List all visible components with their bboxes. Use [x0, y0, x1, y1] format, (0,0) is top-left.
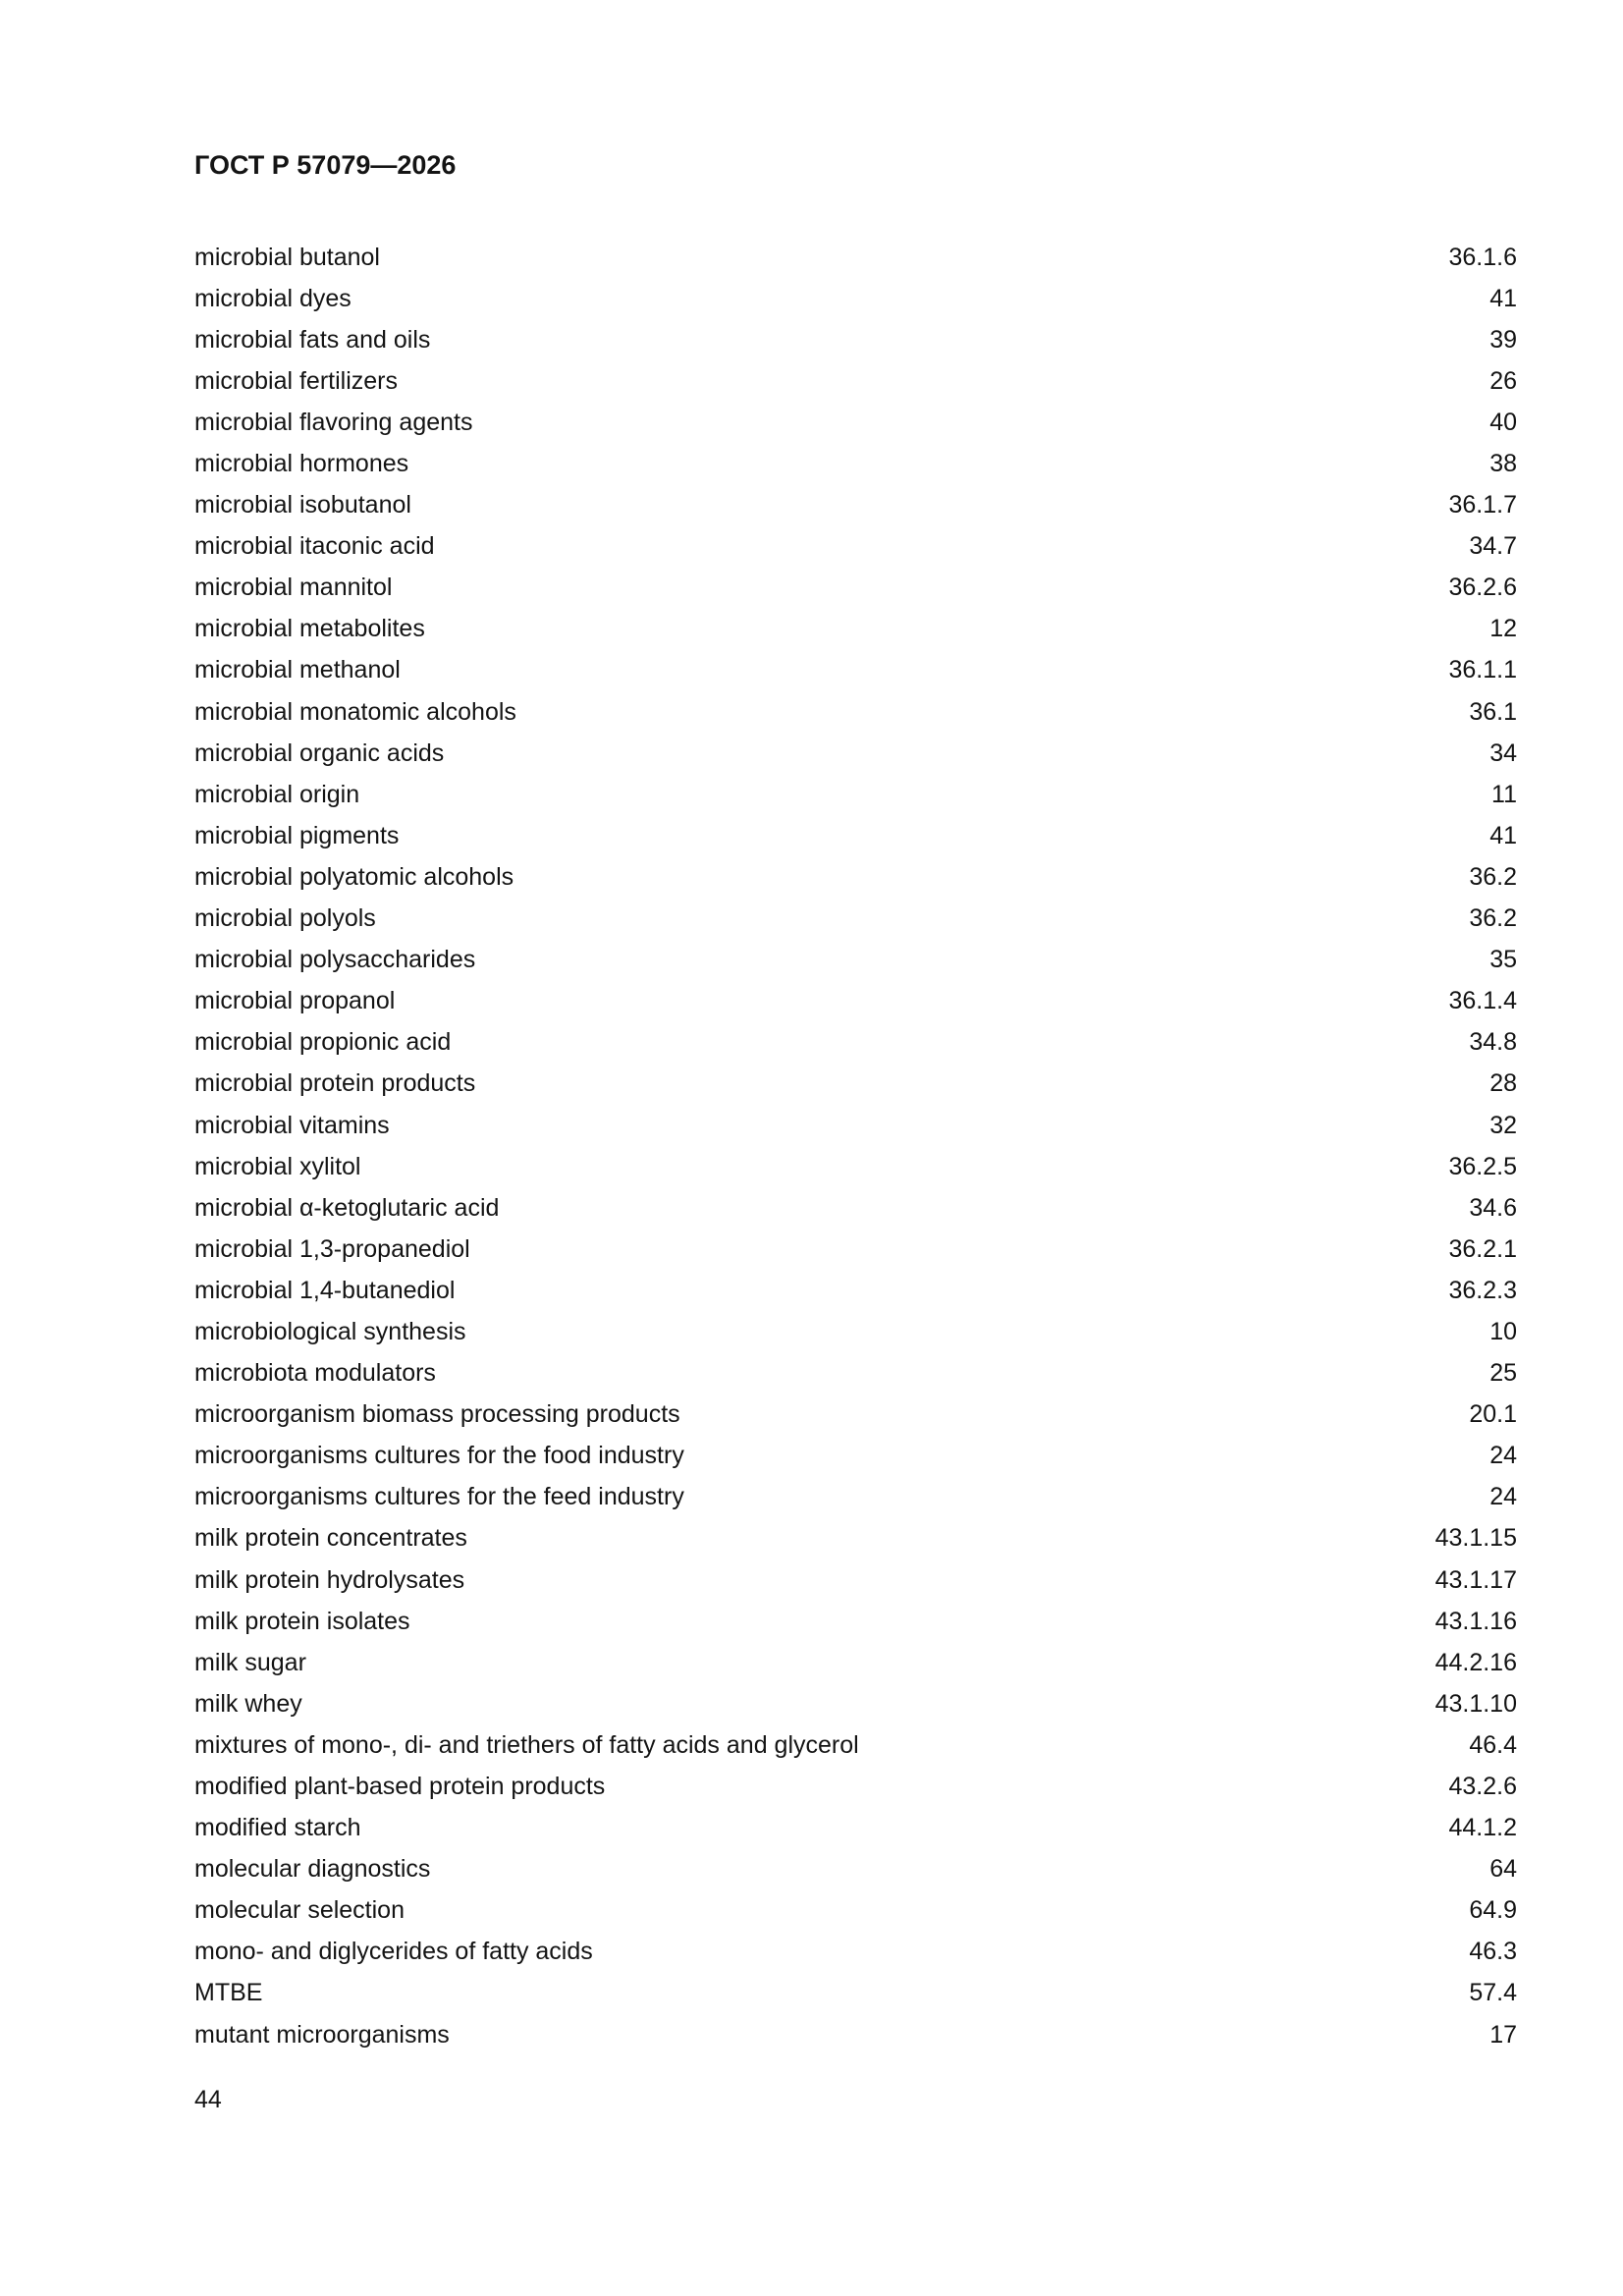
index-entry: [194, 774, 1517, 815]
entry-term: microbial hormones: [194, 450, 409, 478]
entry-term: microbial propanol: [194, 987, 396, 1015]
index-entry: [194, 1022, 1517, 1064]
index-entry: [194, 1105, 1517, 1146]
subject-index-list: [194, 237, 1517, 2055]
index-entry: [194, 733, 1517, 774]
entry-reference-number: 10: [1489, 1317, 1517, 1345]
entry-term: microbial origin: [194, 780, 360, 808]
entry-term: microbial fats and oils: [194, 325, 431, 354]
entry-reference-number: 36.2: [1469, 862, 1517, 891]
entry-reference-number: 36.2: [1469, 904, 1517, 933]
index-entry: [194, 1146, 1517, 1187]
entry-term: microbial vitamins: [194, 1111, 390, 1139]
entry-reference-number: 24: [1489, 1483, 1517, 1511]
entry-reference-number: 44.1.2: [1448, 1814, 1517, 1842]
entry-term: microbial methanol: [194, 656, 401, 684]
entry-term: microbial pigments: [194, 821, 400, 849]
index-entry: [194, 443, 1517, 484]
index-entry: [194, 278, 1517, 319]
entry-term: microorganisms cultures for the food industry: [194, 1442, 684, 1470]
entry-term: milk protein concentrates: [194, 1524, 467, 1553]
entry-reference-number: 36.1.7: [1448, 491, 1517, 519]
index-entry: [194, 1353, 1517, 1394]
index-entry: [194, 1229, 1517, 1270]
index-entry: [194, 691, 1517, 733]
entry-reference-number: 36.2.3: [1448, 1276, 1517, 1304]
entry-term: microbial fertilizers: [194, 366, 398, 395]
entry-reference-number: 36.1.6: [1448, 243, 1517, 271]
entry-reference-number: 36.2.1: [1448, 1234, 1517, 1263]
entry-reference-number: 34.8: [1469, 1028, 1517, 1057]
entry-term: microbiological synthesis: [194, 1317, 466, 1345]
page-number: 44: [194, 2086, 222, 2113]
entry-term: microbial polyatomic alcohols: [194, 862, 514, 891]
index-entry: [194, 1394, 1517, 1436]
index-entry: [194, 485, 1517, 526]
entry-reference-number: 34.7: [1469, 532, 1517, 561]
index-entry: [194, 1683, 1517, 1724]
index-entry: [194, 1436, 1517, 1477]
entry-term: molecular diagnostics: [194, 1855, 431, 1884]
entry-term: microbial organic acids: [194, 738, 445, 767]
entry-reference-number: 34.6: [1469, 1193, 1517, 1222]
entry-reference-number: 36.1: [1469, 697, 1517, 726]
entry-term: microbial mannitol: [194, 574, 393, 602]
entry-term: microbial xylitol: [194, 1152, 361, 1180]
entry-term: microbial flavoring agents: [194, 408, 473, 436]
entry-reference-number: 41: [1489, 284, 1517, 312]
index-entry: [194, 856, 1517, 898]
entry-reference-number: 46.4: [1469, 1730, 1517, 1759]
index-entry: [194, 1932, 1517, 1973]
entry-term: microbial propionic acid: [194, 1028, 452, 1057]
entry-reference-number: 57.4: [1469, 1979, 1517, 2007]
index-entry: [194, 1311, 1517, 1352]
entry-term: modified plant-based protein products: [194, 1773, 606, 1801]
entry-term: microbial α-ketoglutaric acid: [194, 1193, 500, 1222]
index-entry: [194, 1808, 1517, 1849]
entry-reference-number: 64.9: [1469, 1896, 1517, 1925]
entry-reference-number: 43.1.16: [1434, 1607, 1517, 1635]
entry-term: microbial protein products: [194, 1069, 476, 1098]
index-entry: [194, 1766, 1517, 1807]
entry-reference-number: 32: [1489, 1111, 1517, 1139]
index-entry: [194, 899, 1517, 940]
index-entry: [194, 1187, 1517, 1229]
entry-term: microbial butanol: [194, 243, 380, 271]
entry-reference-number: 20.1: [1469, 1400, 1517, 1429]
entry-reference-number: 17: [1489, 2020, 1517, 2049]
index-entry: [194, 1601, 1517, 1642]
entry-term: milk protein isolates: [194, 1607, 410, 1635]
index-entry: [194, 609, 1517, 650]
entry-term: microbiota modulators: [194, 1359, 436, 1388]
entry-term: microorganism biomass processing products: [194, 1400, 680, 1429]
entry-reference-number: 38: [1489, 450, 1517, 478]
entry-term: molecular selection: [194, 1896, 405, 1925]
index-entry: [194, 568, 1517, 609]
entry-term: mono- and diglycerides of fatty acids: [194, 1938, 593, 1966]
document-header: ГОСТ Р 57079—2026: [194, 150, 457, 180]
entry-reference-number: 26: [1489, 366, 1517, 395]
index-entry: [194, 1642, 1517, 1683]
entry-reference-number: 25: [1489, 1359, 1517, 1388]
entry-term: mixtures of mono-, di- and triethers of fatty acids and glycerol: [194, 1730, 859, 1759]
index-entry: [194, 402, 1517, 443]
index-entry: [194, 1270, 1517, 1311]
index-entry: [194, 940, 1517, 981]
index-entry: [194, 650, 1517, 691]
entry-reference-number: 34: [1489, 738, 1517, 767]
entry-term: microbial dyes: [194, 284, 352, 312]
entry-reference-number: 39: [1489, 325, 1517, 354]
index-entry: [194, 1724, 1517, 1766]
entry-term: milk whey: [194, 1689, 302, 1718]
entry-term: milk sugar: [194, 1648, 306, 1676]
index-entry: [194, 1477, 1517, 1518]
index-entry: [194, 1559, 1517, 1601]
entry-term: microbial 1,3-propanediol: [194, 1234, 470, 1263]
index-entry: [194, 237, 1517, 278]
entry-term: microbial 1,4-butanediol: [194, 1276, 456, 1304]
entry-term: mutant microorganisms: [194, 2020, 450, 2049]
entry-reference-number: 36.2.6: [1448, 574, 1517, 602]
index-entry: [194, 1518, 1517, 1559]
index-entry: [194, 2014, 1517, 2055]
index-entry: [194, 1849, 1517, 1890]
index-entry: [194, 981, 1517, 1022]
entry-term: modified starch: [194, 1814, 361, 1842]
entry-reference-number: 28: [1489, 1069, 1517, 1098]
entry-reference-number: 43.2.6: [1448, 1773, 1517, 1801]
entry-term: microorganisms cultures for the feed industry: [194, 1483, 684, 1511]
index-entry: [194, 1064, 1517, 1105]
entry-reference-number: 64: [1489, 1855, 1517, 1884]
entry-reference-number: 43.1.10: [1434, 1689, 1517, 1718]
index-entry: [194, 1973, 1517, 2014]
entry-reference-number: 36.1.1: [1448, 656, 1517, 684]
index-entry: [194, 815, 1517, 856]
entry-reference-number: 36.1.4: [1448, 987, 1517, 1015]
index-entry: [194, 360, 1517, 402]
entry-reference-number: 41: [1489, 821, 1517, 849]
entry-term: microbial isobutanol: [194, 491, 411, 519]
entry-term: microbial itaconic acid: [194, 532, 435, 561]
entry-term: MTBE: [194, 1979, 263, 2007]
entry-term: milk protein hydrolysates: [194, 1565, 465, 1594]
entry-reference-number: 44.2.16: [1434, 1648, 1517, 1676]
entry-reference-number: 43.1.15: [1434, 1524, 1517, 1553]
entry-reference-number: 24: [1489, 1442, 1517, 1470]
entry-reference-number: 46.3: [1469, 1938, 1517, 1966]
entry-reference-number: 12: [1489, 615, 1517, 643]
entry-term: microbial polyols: [194, 904, 376, 933]
entry-term: microbial metabolites: [194, 615, 425, 643]
entry-reference-number: 43.1.17: [1434, 1565, 1517, 1594]
entry-reference-number: 35: [1489, 946, 1517, 974]
entry-reference-number: 36.2.5: [1448, 1152, 1517, 1180]
index-entry: [194, 1890, 1517, 1932]
entry-reference-number: 40: [1489, 408, 1517, 436]
entry-reference-number: 11: [1491, 780, 1517, 808]
entry-term: microbial polysaccharides: [194, 946, 476, 974]
entry-term: microbial monatomic alcohols: [194, 697, 516, 726]
index-entry: [194, 526, 1517, 568]
index-entry: [194, 319, 1517, 360]
